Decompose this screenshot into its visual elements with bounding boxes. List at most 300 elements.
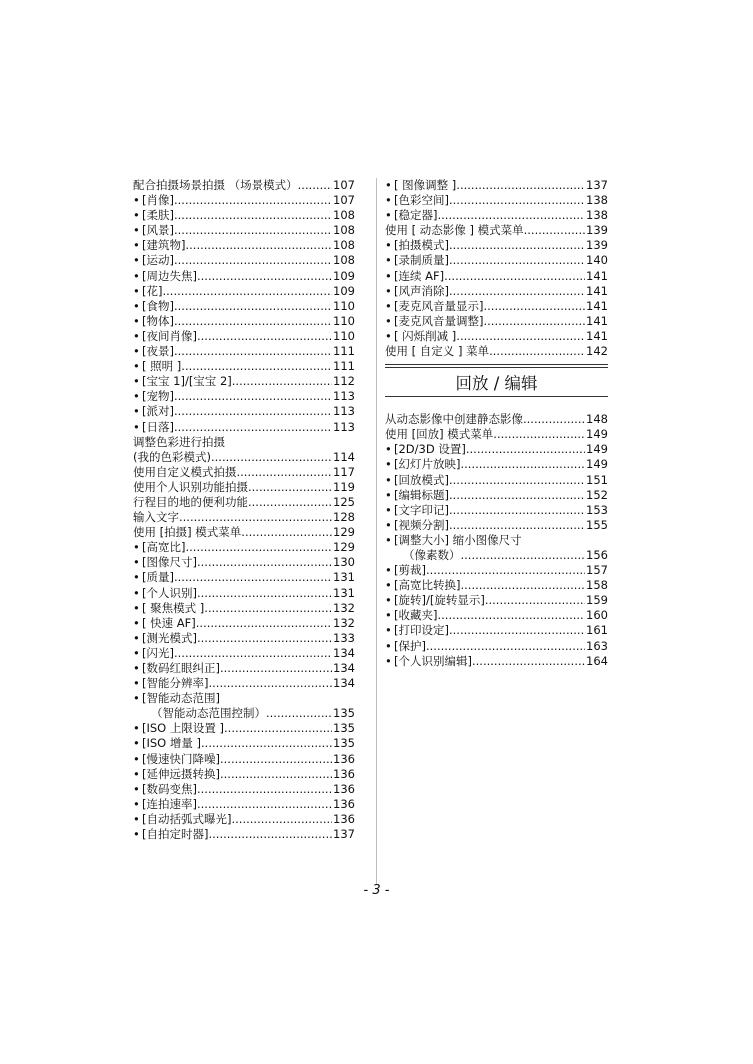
toc-entry [385,344,608,359]
dot-leader [185,540,332,555]
dot-leader [456,329,585,344]
toc-entry-label: [数码变焦] [142,781,197,796]
toc-entry-label: [ 聚焦模式 ] [142,600,205,615]
toc-entry-page: 125 [333,494,355,509]
dot-leader [523,412,585,427]
toc-entry-label: [自拍定时器] [142,827,209,842]
toc-entry-page: 108 [333,223,355,238]
toc-entry-page: 161 [586,623,608,638]
bullet-icon: • [385,578,392,593]
toc-entry [133,721,355,736]
toc-left-column [133,178,355,842]
toc-entry-page: 141 [586,268,608,283]
toc-entry [385,223,608,238]
dot-leader [174,223,332,238]
toc-entry-page: 159 [586,593,608,608]
toc-entry-label: 使用 [回放] 模式菜单 [385,427,494,442]
toc-entry-page: 129 [333,525,355,540]
toc-entry-label: [幻灯片放映] [394,457,461,472]
toc-right-column [385,178,608,669]
page-number: - 3 - [363,883,390,898]
dot-leader [174,646,332,661]
dot-leader [196,616,332,631]
dot-leader [174,420,332,435]
bullet-icon: • [385,328,392,343]
bullet-icon: • [133,691,140,706]
dot-leader [449,193,585,208]
bullet-icon: • [133,540,140,555]
toc-entry-page: 131 [333,570,355,585]
toc-entry [385,208,608,223]
toc-entry-page: 108 [333,208,355,223]
toc-entry [133,706,355,721]
toc-entry [385,533,608,548]
bullet-icon: • [385,593,392,608]
dot-leader [449,518,585,533]
toc-entry-page: 136 [333,751,355,766]
dot-leader [174,299,332,314]
toc-entry-label: [宠物] [142,389,174,404]
dot-leader [489,344,585,359]
dot-leader [460,457,585,472]
toc-entry [133,420,355,435]
bullet-icon: • [133,615,140,630]
toc-entry-label: [ISO 增量 ] [142,736,202,751]
toc-entry-label: [智能动态范围] [142,691,220,706]
toc-entry [133,344,355,359]
toc-entry [133,314,355,329]
dot-leader [483,299,585,314]
bullet-icon: • [385,253,392,268]
toc-entry-label: [柔肤] [142,208,174,223]
bullet-icon: • [133,781,140,796]
dot-leader [472,654,585,669]
bullet-icon: • [133,389,140,404]
toc-entry [133,374,355,389]
toc-entry [133,555,355,570]
bullet-icon: • [385,193,392,208]
toc-entry [133,661,355,676]
toc-entry-page: 138 [586,193,608,208]
toc-entry [133,646,355,661]
toc-entry-label: [视频分割] [394,517,449,532]
toc-entry-label: [剪裁] [394,563,426,578]
toc-entry [385,427,608,442]
dot-leader [444,269,585,284]
dot-leader [211,450,332,465]
toc-entry-page: 140 [586,253,608,268]
bullet-icon: • [133,645,140,660]
dot-leader [426,639,585,654]
bullet-icon: • [385,472,392,487]
toc-entry-page: 134 [333,645,355,660]
dot-leader [174,570,332,585]
toc-entry [385,623,608,638]
toc-entry-page: 128 [333,510,355,525]
toc-entry [133,827,355,842]
bullet-icon: • [133,404,140,419]
toc-entry-page: 109 [333,283,355,298]
toc-entry-label: [拍摄模式] [394,238,449,253]
toc-entry [385,548,608,563]
dot-leader [220,661,332,676]
toc-entry-label: 使用 [拍摄] 模式菜单 [133,525,242,540]
bullet-icon: • [133,585,140,600]
bullet-icon: • [385,608,392,623]
bullet-icon: • [385,178,392,192]
toc-entry-label: [图像尺寸] [142,555,197,570]
dot-leader [426,563,585,578]
toc-entry [133,178,355,193]
toc-entry-label: [麦克风音量调整] [394,313,484,328]
toc-entry-page: 151 [586,472,608,487]
dot-leader [204,601,332,616]
toc-entry-label: [宝宝 1]/[宝宝 2] [142,374,232,389]
dot-leader [197,269,332,284]
toc-entry-page: 133 [333,630,355,645]
toc-entry [133,782,355,797]
dot-leader [266,706,332,721]
toc-entry [133,329,355,344]
dot-leader [493,427,585,442]
toc-entry-label: [收藏夹] [394,608,438,623]
toc-entry [133,193,355,208]
toc-entry-page: 149 [586,457,608,472]
toc-entry-label: [自动括弧式曝光] [142,811,232,826]
toc-entry-page: 142 [586,344,608,359]
toc-entry-label: 使用 [ 自定义 ] 菜单 [385,344,490,359]
toc-entry-page: 139 [586,223,608,238]
column-divider [376,178,377,885]
toc-entry-label: [测光模式] [142,630,197,645]
toc-entry-label: 调整色彩进行拍摄 [133,434,225,449]
toc-entry-label: [个人识别编辑] [394,653,472,668]
toc-entry [385,503,608,518]
dot-leader [174,208,332,223]
toc-entry [385,284,608,299]
toc-entry [385,518,608,533]
dot-leader [449,623,585,638]
toc-entry [385,193,608,208]
toc-entry-page: 108 [333,253,355,268]
toc-entry-page: 137 [333,827,355,842]
toc-entry-label: [ 快速 AF] [142,615,196,630]
toc-entry-page: 158 [586,578,608,593]
dot-leader [197,555,332,570]
bullet-icon: • [133,630,140,645]
dot-leader [162,284,332,299]
toc-entry [133,465,355,480]
toc-entry [385,578,608,593]
toc-entry-label: 配合拍摄场景拍摄 （场景模式） [133,178,298,192]
dot-leader [197,329,332,344]
toc-entry-page: 108 [333,238,355,253]
toc-entry-page: 141 [586,328,608,343]
bullet-icon: • [385,268,392,283]
toc-entry-page: 107 [333,193,355,208]
toc-entry [133,480,355,495]
toc-entry [133,525,355,540]
toc-entry [385,442,608,457]
toc-entry-page: 110 [333,298,355,313]
toc-entry-label: [旋转]/[旋转显示] [394,593,485,608]
toc-entry-page: 111 [333,344,355,359]
dot-leader [208,676,332,691]
bullet-icon: • [385,298,392,313]
toc-entry [385,269,608,284]
toc-entry-label: [稳定器] [394,208,438,223]
toc-right-bottom-list [385,412,608,669]
toc-entry [385,253,608,268]
dot-leader [232,374,332,389]
dot-leader [248,495,332,510]
dot-leader [241,525,332,540]
dot-leader [485,593,585,608]
toc-entry-label: [周边失焦] [142,268,197,283]
toc-entry-label: [调整大小] 缩小图像尺寸 [394,532,522,547]
bullet-icon: • [385,313,392,328]
dot-leader [524,223,585,238]
toc-entry-label: [质量] [142,570,174,585]
toc-entry-label: 使用 [ 动态影像 ] 模式菜单 [385,223,524,238]
bullet-icon: • [133,766,140,781]
dot-leader [181,359,332,374]
toc-entry-label: [录制质量] [394,253,449,268]
toc-entry-label: [连续 AF] [394,268,445,283]
toc-entry [133,601,355,616]
bullet-icon: • [133,283,140,298]
toc-entry-label: [建筑物] [142,238,186,253]
toc-entry-label: [ 闪烁削减 ] [394,328,457,343]
toc-entry [133,812,355,827]
dot-leader [197,586,332,601]
bullet-icon: • [133,374,140,389]
dot-leader [237,465,333,480]
bullet-icon: • [385,653,392,668]
dot-leader [437,208,585,223]
toc-entry [133,269,355,284]
dot-leader [437,608,585,623]
toc-entry-page: 139 [586,238,608,253]
dot-leader [449,503,585,518]
toc-entry-label: 使用自定义模式拍摄 [133,464,237,479]
toc-entry [385,329,608,344]
bullet-icon: • [133,268,140,283]
dot-leader [483,314,585,329]
toc-entry-label: [闪光] [142,645,174,660]
dot-leader [197,631,332,646]
toc-entry-page: 148 [586,412,608,427]
dot-leader [185,238,332,253]
toc-entry-label: [ 图像调整 ] [394,178,457,192]
toc-entry [133,510,355,525]
bullet-icon: • [385,487,392,502]
dot-leader [197,797,332,812]
bullet-icon: • [133,328,140,343]
toc-entry [385,314,608,329]
toc-entry-page: 112 [333,374,355,389]
bullet-icon: • [385,502,392,517]
toc-entry-page: 135 [333,721,355,736]
toc-entry-page: 136 [333,796,355,811]
bullet-icon: • [133,600,140,615]
bullet-icon: • [385,442,392,457]
dot-leader [197,782,332,797]
toc-entry [385,563,608,578]
toc-entry-page: 163 [586,638,608,653]
toc-entry-label: [风声消除] [394,283,449,298]
toc-entry [385,488,608,503]
toc-entry-label: （像素数） [403,547,461,562]
toc-entry-label: [食物] [142,298,174,313]
dot-leader [231,812,332,827]
toc-entry [133,450,355,465]
dot-leader [449,238,585,253]
toc-entry [133,389,355,404]
section-heading: 回放 / 编辑 [385,367,608,396]
bullet-icon: • [133,193,140,208]
dot-leader [201,736,332,751]
bullet-icon: • [133,223,140,238]
toc-entry-page: 132 [333,600,355,615]
toc-entry-label: [日落] [142,419,174,434]
toc-entry-label: [物体] [142,313,174,328]
toc-entry-label: [高宽比转换] [394,578,461,593]
toc-entry [133,253,355,268]
toc-entry-label: 使用个人识别功能拍摄 [133,479,248,494]
dot-leader [220,752,332,767]
toc-entry-page: 110 [333,313,355,328]
toc-entry [385,238,608,253]
dot-leader [220,767,332,782]
toc-entry-label: [运动] [142,253,174,268]
bullet-icon: • [133,570,140,585]
toc-entry [385,299,608,314]
bullet-icon: • [133,313,140,328]
toc-entry [133,752,355,767]
toc-entry-page: 110 [333,328,355,343]
bullet-icon: • [385,623,392,638]
bullet-icon: • [133,721,140,736]
toc-entry-label: [回放模式] [394,472,449,487]
toc-entry-page: 136 [333,781,355,796]
toc-entry [385,654,608,669]
toc-entry [385,593,608,608]
toc-entry-page: 135 [333,736,355,751]
toc-entry [133,691,355,706]
toc-entry [133,435,355,450]
toc-entry [133,359,355,374]
toc-entry-label: [夜间肖像] [142,328,197,343]
dot-leader [248,480,332,495]
toc-entry-label: 行程目的地的便利功能 [133,494,248,509]
toc-right-top-list [385,178,608,359]
toc-entry-label: [色彩空间] [394,193,449,208]
toc-entry-page: 152 [586,487,608,502]
dot-leader [174,389,332,404]
toc-entry-page: 141 [586,283,608,298]
bullet-icon: • [133,751,140,766]
toc-entry [133,223,355,238]
dot-leader [456,178,585,193]
bullet-icon: • [385,283,392,298]
toc-entry-label: [ISO 上限设置 ] [142,721,225,736]
dot-leader [179,510,332,525]
toc-entry [133,208,355,223]
toc-entry-page: 134 [333,676,355,691]
toc-entry-label: [ 照明 ] [142,359,182,374]
section-heading-box [385,364,608,397]
toc-entry [385,457,608,472]
toc-entry-label: 输入文字 [133,510,179,525]
bullet-icon: • [133,676,140,691]
toc-entry-label: [数码红眼纠正] [142,661,220,675]
toc-entry-page: 109 [333,268,355,283]
dot-leader [174,314,332,329]
dot-leader [174,344,332,359]
toc-entry-page: 141 [586,313,608,328]
toc-entry-label: [文字印记] [394,502,449,517]
toc-entry-label: [保护] [394,638,426,653]
bullet-icon: • [133,253,140,268]
toc-entry [133,284,355,299]
toc-entry-page: 157 [586,563,608,578]
dot-leader [298,178,332,193]
toc-entry-label: [智能分辨率] [142,676,209,691]
toc-entry-page: 130 [333,555,355,570]
toc-entry-page: 113 [333,404,355,419]
toc-entry [133,586,355,601]
toc-entry-page: 149 [586,442,608,457]
toc-entry-page: 136 [333,811,355,826]
toc-entry [133,570,355,585]
toc-entry-page: 155 [586,517,608,532]
toc-entry-page: 156 [586,547,608,562]
toc-entry [385,412,608,427]
toc-entry-page: 136 [333,766,355,781]
toc-entry-page: 113 [333,419,355,434]
toc-entry-page: 160 [586,608,608,623]
bullet-icon: • [385,563,392,578]
toc-entry-label: [派对] [142,404,174,419]
dot-leader [224,721,332,736]
bullet-icon: • [133,661,140,675]
toc-entry-label: [慢速快门降噪] [142,751,220,766]
toc-entry-label: [麦克风音量显示] [394,298,484,313]
toc-entry-label: (我的色彩模式) [133,449,211,464]
toc-entry [133,299,355,314]
toc-entry-page: 164 [586,653,608,668]
dot-leader [449,253,585,268]
toc-entry-page: 153 [586,502,608,517]
toc-entry-label: [编辑标题] [394,487,449,502]
toc-entry-label: [风景] [142,223,174,238]
toc-entry-page: 149 [586,427,608,442]
bullet-icon: • [385,238,392,253]
toc-entry-page: 114 [333,449,355,464]
bullet-icon: • [133,208,140,223]
toc-entry [133,631,355,646]
toc-entry-page: 117 [333,464,355,479]
toc-entry-label: [连拍速率] [142,796,197,811]
dot-leader [208,827,332,842]
bullet-icon: • [133,419,140,434]
bullet-icon: • [385,517,392,532]
toc-entry [385,473,608,488]
dot-leader [449,284,585,299]
toc-entry [133,616,355,631]
dot-leader [174,404,332,419]
